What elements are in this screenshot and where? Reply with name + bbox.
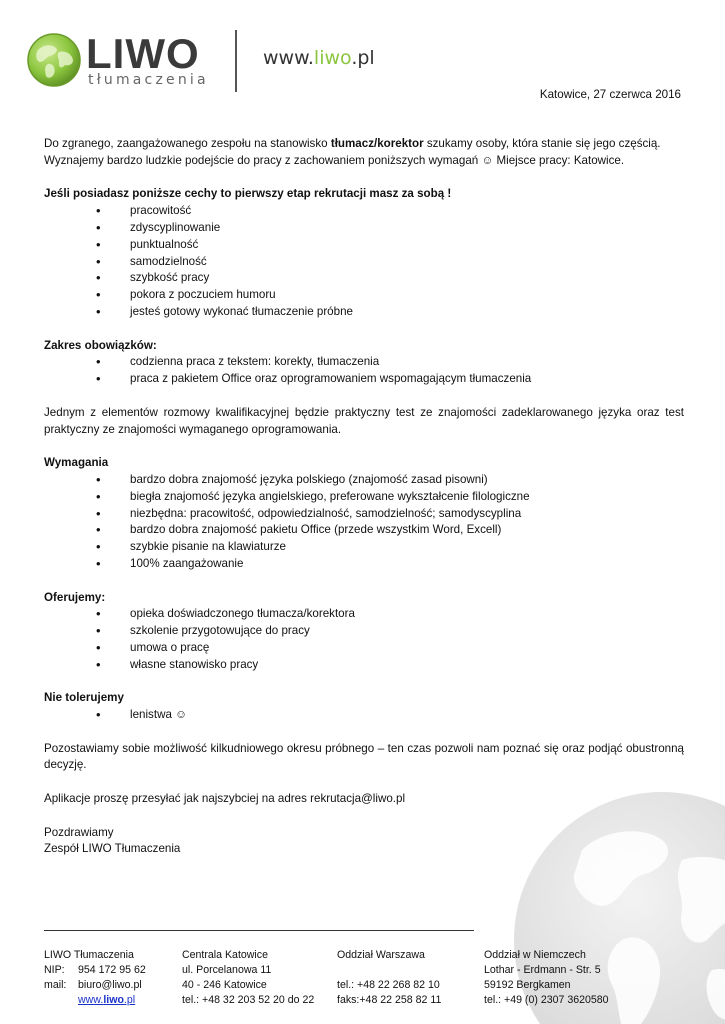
footer-warszawa [337,948,441,1008]
list-item: • szkolenie przygotowujące do pracy [44,623,684,640]
katowice-street: ul. Porcelanowa 11 [182,964,272,976]
list-item: • niezbędna: pracowitość, odpowiedzialność, samodzielność; samodyscyplina [44,506,684,523]
website-accent: liwo [313,47,352,69]
niemcy-city: 59192 Bergkamen [484,979,571,991]
warszawa-phone: tel.: +48 22 268 82 10 [337,979,440,991]
list-item: • bardzo dobra znajomość pakietu Office (przede wszystkim Word, Excell) [44,522,684,539]
offer-heading: Oferujemy: [44,590,106,604]
website-suffix: .pl [351,47,375,69]
warszawa-name: Oddział Warszawa [337,949,425,961]
letter-date: Katowice, 27 czerwca 2016 [539,88,681,101]
niemcy-name: Oddział w Niemczech [484,949,586,961]
list-item: • samodzielność [44,254,684,271]
intro-line2: Wyznajemy bardzo ludzkie podejście do pracy z zachowaniem poniższych wymagań ☺ Miejsce pracy: Katowice. [44,153,625,167]
traits-list [44,203,684,321]
nip-label: NIP: [44,964,65,976]
probation-note: Pozostawiamy sobie możliwość kilkudniowego okresu próbnego – ten czas pozwoli nam poznać się oraz podjąć obustronną decyzję. [44,741,684,772]
not-tolerated-list [44,707,684,724]
company-nip [44,963,146,978]
globe-logo-icon [26,32,82,88]
duties-list [44,354,684,388]
list-item: • pokora z poczuciem humoru [44,287,684,304]
letter-body [44,136,684,858]
intro-paragraph [44,136,684,170]
list-item: • szybkie pisanie na klawiaturze [44,539,684,556]
list-item: • zdyscyplinowanie [44,220,684,237]
warszawa-fax: faks:+48 22 258 82 11 [337,994,442,1006]
list-item: • codzienna praca z tekstem: korekty, tłumaczenia [44,354,684,371]
company-www [44,993,146,1008]
apply-note: Aplikacje proszę przesyłać jak najszybciej na adres rekrutacja@liwo.pl [44,792,406,806]
katowice-phone: tel.: +48 32 203 52 20 do 22 [182,994,315,1006]
not-tolerated-heading: Nie tolerujemy [44,691,124,705]
footer-divider [44,930,474,931]
list-item: • punktualność [44,237,684,254]
logo-wordmark: LIWO [86,30,200,77]
logo-subtitle: tłumaczenia [88,72,209,88]
footer-niemcy [484,948,609,1008]
company-logo [26,32,226,92]
mail-value[interactable]: biuro@liwo.pl [78,979,142,991]
list-item: • szybkość pracy [44,270,684,287]
list-item: • pracowitość [44,203,684,220]
list-item: • własne stanowisko pracy [44,657,684,674]
list-item: • 100% zaangażowanie [44,556,684,573]
offer-list [44,606,684,673]
mail-label: mail: [44,979,67,991]
katowice-city: 40 - 246 Katowice [182,979,267,991]
requirements-list [44,472,684,573]
intro-line1-post: szukamy osoby, która stanie się jego częścią. [423,137,661,150]
intro-line1-pre: Do zgranego, zaangażowanego zespołu na stanowisko [44,137,331,150]
footer-katowice [182,948,314,1008]
traits-heading: Jeśli posiadasz poniższe cechy to pierwszy etap rekrutacji masz za sobą ! [44,187,452,201]
list-item: • biegła znajomość języka angielskiego, preferowane wykształcenie filologiczne [44,489,684,506]
website-prefix: www. [263,47,314,69]
list-item: • umowa o pracę [44,640,684,657]
closing-signature: Zespół LIWO Tłumaczenia [44,842,181,856]
website-link[interactable] [263,47,375,69]
interview-note: Jednym z elementów rozmowy kwalifikacyjnej będzie praktyczny test ze znajomości zadeklarowanego języka oraz test praktyczny ze znajomości wymaganego oprogramowania. [44,405,684,436]
list-item: • jesteś gotowy wykonać tłumaczenie próbne [44,304,684,321]
company-website-link[interactable]: www.liwo.pl [78,994,136,1006]
katowice-name: Centrala Katowice [182,949,268,961]
list-item: • praca z pakietem Office oraz oprogramowaniem wspomagającym tłumaczenia [44,371,684,388]
header-divider [235,30,237,92]
nip-value: 954 172 95 62 [78,964,146,976]
niemcy-phone: tel.: +49 (0) 2307 3620580 [484,994,609,1006]
company-mail [44,978,146,993]
duties-heading: Zakres obowiązków: [44,338,157,352]
footer-company [44,948,146,1008]
closing-greeting: Pozdrawiamy [44,825,114,839]
company-name: LIWO Tłumaczenia [44,949,134,961]
niemcy-street: Lothar - Erdmann - Str. 5 [484,964,601,976]
requirements-heading: Wymagania [44,456,109,470]
list-item: • opieka doświadczonego tłumacza/korektora [44,606,684,623]
intro-position: tłumacz/korektor [330,137,424,150]
list-item: • lenistwa ☺ [44,707,684,724]
list-item: • bardzo dobra znajomość języka polskiego (znajomość zasad pisowni) [44,472,684,489]
